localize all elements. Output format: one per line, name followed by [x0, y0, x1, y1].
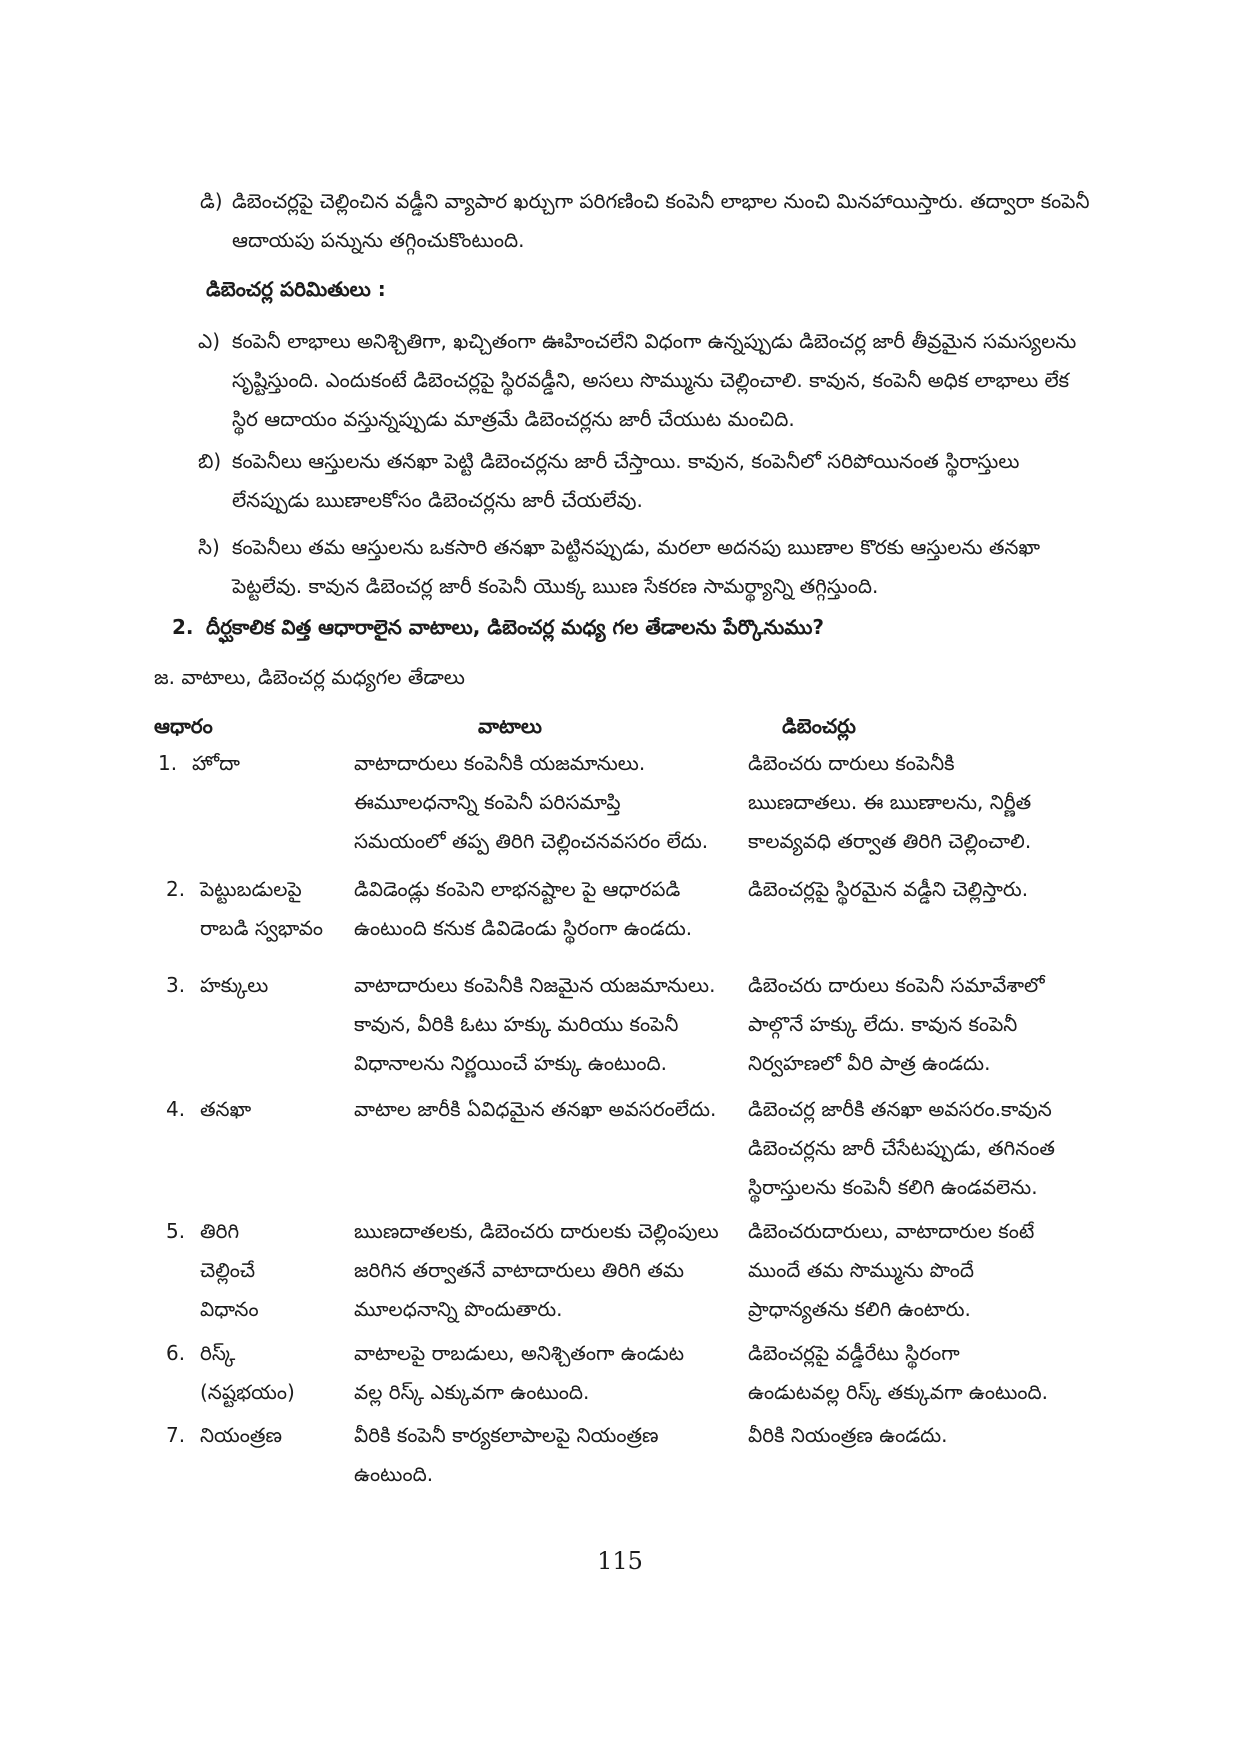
shares-line: వాటాదారులు కంపెనీకి యజమానులు. — [354, 751, 646, 775]
debentures-line: ఉండుటవల్ల రిస్క్ తక్కువగా ఉంటుంది. — [748, 1380, 1048, 1404]
debentures-line: డిబెంచర్లపై స్థిరమైన వడ్డీని చెల్లిస్తారు. — [748, 877, 1029, 901]
shares-line: వీరికి కంపెనీ కార్యకలాపాలపై నియంత్రణ — [354, 1423, 659, 1447]
row-basis — [200, 1212, 259, 1329]
limitation-a-marker: ఎ) — [198, 329, 221, 353]
limitations-heading: డిబెంచర్ల పరిమితులు : — [206, 277, 386, 301]
row-debentures — [748, 870, 1028, 909]
row-number: 1. — [158, 751, 178, 775]
row-debentures — [748, 1416, 948, 1455]
debentures-line: డిబెంచరు దారులు కంపెనీకి — [748, 751, 955, 775]
row-debentures — [748, 966, 1045, 1083]
shares-line: ఋణదాతలకు, డిబెంచరు దారులకు చెల్లింపులు — [354, 1219, 719, 1243]
row-debentures — [748, 1212, 1034, 1329]
question-text: దీర్ఘకాలిక విత్త ఆధారాలైన వాటాలు, డిబెంచర్ల మధ్య గల తేడాలను పేర్కొనుము? — [206, 615, 824, 639]
answer-intro: జ. వాటాలు, డిబెంచర్ల మధ్యగల తేడాలు — [154, 665, 465, 689]
basis-line: హక్కులు — [200, 973, 269, 997]
table-header-debentures: డిబెంచర్లు — [782, 714, 856, 738]
advantage-d-text: డిబెంచర్లపై చెల్లించిన వడ్డీని వ్యాపార ఖర్చుగా పరిగణించి కంపెనీ లాభాల నుంచి మినహాయిస్తారు. తద్వారా కంపెనీ ఆదాయపు పన్నును తగ్గించుకొంటుంది. — [232, 189, 1090, 252]
debentures-line: పాల్గొనే హక్కు లేదు. కావున కంపెనీ — [748, 1012, 1018, 1036]
table-header-shares: వాటాలు — [478, 714, 542, 738]
row-number: 4. — [166, 1097, 186, 1121]
shares-line: సమయంలో తప్ప తిరిగి చెల్లించనవసరం లేదు. — [354, 829, 709, 853]
debentures-line: డిబెంచర్లను జారీ చేసేటప్పుడు, తగినంత — [748, 1136, 1055, 1160]
question-number: 2. — [172, 615, 194, 639]
row-shares — [354, 1334, 684, 1412]
shares-line: విధానాలను నిర్ణయించే హక్కు ఉంటుంది. — [354, 1051, 667, 1075]
row-debentures — [748, 1090, 1055, 1207]
shares-line: కావున, వీరికి ఓటు హక్కు మరియు కంపెనీ — [354, 1012, 679, 1036]
row-basis — [200, 870, 323, 948]
basis-line: తనఖా — [200, 1097, 252, 1121]
basis-line: (నష్టభయం) — [200, 1380, 295, 1404]
row-shares — [354, 1212, 719, 1329]
shares-line: వాటాదారులు కంపెనీకి నిజమైన యజమానులు. — [354, 973, 716, 997]
shares-line: వాటాలపై రాబడులు, అనిశ్చితంగా ఉండుట — [354, 1341, 685, 1365]
debentures-line: డిబెంచర్ల జారీకి తనఖా అవసరం.కావున — [748, 1097, 1052, 1121]
basis-line: హోదా — [192, 751, 240, 775]
row-shares — [354, 744, 708, 861]
row-debentures — [748, 1334, 1048, 1412]
debentures-line: స్థిరాస్తులను కంపెనీ కలిగి ఉండవలెను. — [748, 1175, 1038, 1199]
row-basis — [192, 744, 240, 783]
debentures-line: ఋణదాతలు. ఈ ఋణాలను, నిర్ణీత — [748, 790, 1032, 814]
shares-line: వాటాల జారీకి ఏవిధమైన తనఖా అవసరంలేదు. — [354, 1097, 717, 1121]
basis-line: విధానం — [200, 1297, 259, 1321]
row-number: 5. — [166, 1219, 186, 1243]
debentures-line: నిర్వహణలో వీరి పాత్ర ఉండదు. — [748, 1051, 991, 1075]
debentures-line: ముందే తమ సొమ్మును పొందే — [748, 1258, 975, 1282]
row-shares — [354, 1416, 659, 1494]
basis-line: చెల్లించే — [200, 1258, 256, 1282]
debentures-line: వీరికి నియంత్రణ ఉండదు. — [748, 1423, 948, 1447]
limitation-c-text: కంపెనీలు తమ ఆస్తులను ఒకసారి తనఖా పెట్టినప్పుడు, మరలా అదనపు ఋణాల కొరకు ఆస్తులను తనఖా పెట్టలేవు. కావున డిబెంచర్ల జారీ కంపెనీ యొక్క ఋణ సేకరణ సామర్థ్యాన్ని తగ్గిస్తుంది. — [232, 535, 1040, 598]
basis-line: నియంత్రణ — [200, 1423, 282, 1447]
limitation-b-marker: బి) — [198, 449, 222, 473]
shares-line: డివిడెండ్లు కంపెని లాభనష్టాల పై ఆధారపడి — [354, 877, 681, 901]
row-number: 3. — [166, 973, 186, 997]
shares-line: ఉంటుంది. — [354, 1462, 434, 1486]
row-number: 7. — [166, 1423, 186, 1447]
row-number: 6. — [166, 1341, 186, 1365]
debentures-line: డిబెంచర్లపై వడ్డీరేటు స్థిరంగా — [748, 1341, 960, 1365]
row-basis — [200, 966, 268, 1005]
limitation-b-text: కంపెనీలు ఆస్తులను తనఖా పెట్టి డిబెంచర్లను జారీ చేస్తాయి. కావున, కంపెనీలో సరిపోయినంత స్థిరాస్తులు లేనప్పుడు ఋణాలకోసం డిబెంచర్లను జారీ చేయలేవు. — [232, 449, 1020, 512]
table-header-basis: ఆధారం — [154, 714, 213, 738]
basis-line: తిరిగి — [200, 1219, 240, 1243]
row-shares — [354, 1090, 716, 1129]
limitation-c-marker: సి) — [198, 535, 220, 559]
limitation-a-text: కంపెనీ లాభాలు అనిశ్చితిగా, ఖచ్చితంగా ఊహించలేని విధంగా ఉన్నప్పుడు డిబెంచర్ల జారీ తీవ్రమైన సమస్యలను సృష్టిస్తుంది. ఎందుకంటే డిబెంచర్లపై స్థిరవడ్డీని, అసలు సొమ్మును చెల్లించాలి. కావున, కంపెనీ అధిక లాభాలు లేక స్థిర ఆదాయం వస్తున్నప్పుడు మాత్రమే డిబెంచర్లను జారీ చేయుట మంచిది. — [232, 329, 1077, 431]
shares-line: ఉంటుంది కనుక డివిడెండు స్థిరంగా ఉండదు. — [354, 916, 693, 940]
debentures-line: డిబెంచరుదారులు, వాటాదారుల కంటే — [748, 1219, 1035, 1243]
shares-line: జరిగిన తర్వాతనే వాటాదారులు తిరిగి తమ — [354, 1258, 685, 1282]
row-basis — [200, 1416, 282, 1455]
shares-line: మూలధనాన్ని పొందుతారు. — [354, 1297, 563, 1321]
page-number: 115 — [597, 1547, 643, 1575]
debentures-line: డిబెంచరు దారులు కంపెనీ సమావేశాలో — [748, 973, 1045, 997]
row-basis — [200, 1090, 251, 1129]
shares-line: వల్ల రిస్క్ ఎక్కువగా ఉంటుంది. — [354, 1380, 590, 1404]
basis-line: పెట్టుబడులపై — [200, 877, 302, 901]
row-shares — [354, 966, 715, 1083]
row-debentures — [748, 744, 1031, 861]
debentures-line: కాలవ్యవధి తర్వాత తిరిగి చెల్లించాలి. — [748, 829, 1032, 853]
row-basis — [200, 1334, 295, 1412]
basis-line: రిస్క్ — [200, 1341, 236, 1365]
row-shares — [354, 870, 692, 948]
basis-line: రాబడి స్వభావం — [200, 916, 324, 940]
shares-line: ఈమూలధనాన్ని కంపెనీ పరిసమాప్తి — [354, 790, 621, 814]
row-number: 2. — [166, 877, 186, 901]
debentures-line: ప్రాధాన్యతను కలిగి ఉంటారు. — [748, 1297, 971, 1321]
advantage-d-marker: డి) — [200, 189, 223, 213]
